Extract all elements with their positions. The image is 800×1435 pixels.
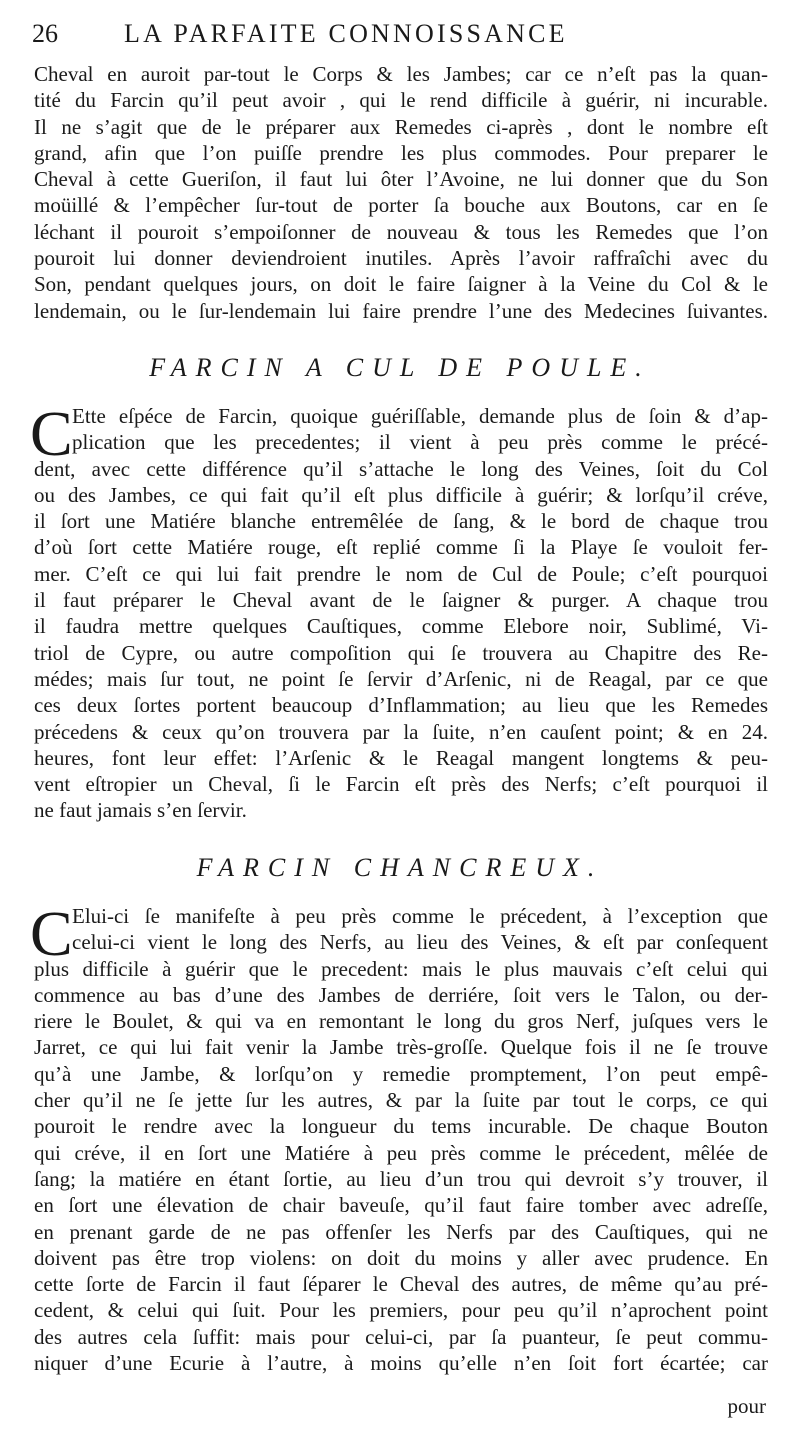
text-line: en ſort une élevation de chair baveuſe, qu’il faut faire tomber avec adreſſe,	[34, 1193, 768, 1218]
text-line: tité du Farcin qu’il peut avoir , qui le rend difficile à guérir, ni incurable.	[34, 88, 768, 113]
text-line: Elui-ci ſe manifeſte à peu près comme le précedent, à l’exception que	[72, 904, 768, 928]
section-paragraph-cul-de-poule	[34, 403, 768, 824]
text-line: ſang; la matiére en étant ſortie, au lieu d’un trou qui devroit s’y trouver, il	[34, 1166, 768, 1191]
text-line: heures, font leur effet: l’Arſenic & le Reagal mangent longtems & peu-	[34, 745, 768, 770]
section-heading-chancreux	[0, 852, 800, 884]
intro-paragraph	[34, 61, 768, 324]
catchword: pour	[727, 1394, 766, 1418]
text-line: ces deux ſortes portent beaucoup d’Inflammation; au lieu que les Remedes	[34, 693, 768, 718]
text-line: doivent pas être trop violens: on doit du moins y aller avec prudence. En	[34, 1245, 768, 1270]
text-line: dent, avec cette différence qu’il s’attache le long des Veines, ſoit du Col	[34, 456, 768, 481]
running-head	[32, 14, 760, 54]
text-line: Jarret, ce qui lui fait venir la Jambe très-groſſe. Quelque fois il ne ſe trouve	[34, 1035, 768, 1060]
text-line: précedens & ceux qu’on trouvera par la ſuite, n’en cauſent point; & en 24.	[34, 719, 768, 744]
text-line: d’où ſort cette Matiére rouge, eſt replié comme ſi la Playe ſe vouloit fer-	[34, 535, 768, 560]
text-line: Il ne s’agit que de le préparer aux Remedes ci-après , dont le nombre eſt	[34, 114, 768, 139]
text-line: qu’à une Jambe, & lorſqu’on y remedie promptement, l’on peut empê-	[34, 1061, 768, 1086]
text-line: celui-ci vient le long des Nerfs, au lieu des Veines, & eſt par conſequent	[72, 930, 768, 955]
text-line: Cheval à cette Gueriſon, il faut lui ôter l’Avoine, ne lui donner que du Son	[34, 167, 768, 192]
text-line: cette ſorte de Farcin il faut ſéparer le Cheval des autres, de même qu’au pré-	[34, 1272, 768, 1297]
drop-capital: C	[30, 398, 73, 469]
text-line: Cheval en auroit par-tout le Corps & les Jambes; car ce n’eſt pas la quan-	[34, 62, 768, 86]
section-paragraph-chancreux	[34, 903, 768, 1376]
text-line: lendemain, ou le ſur-lendemain lui faire prendre l’une des Medecines ſuivantes.	[34, 298, 768, 323]
text-line: médes; mais ſur tout, ne point ſe ſervir d’Arſenic, ni de Reagal, par ce que	[34, 666, 768, 691]
section-heading-text: FARCIN CHANCREUX.	[196, 853, 604, 882]
text-line: il faut préparer le Cheval avant de le ſaigner & purger. A chaque trou	[34, 588, 768, 613]
text-line: cher qu’il ne ſe jette ſur les autres, & par la ſuite par tout le corps, ce qui	[34, 1088, 768, 1113]
text-line: triol de Cypre, ou autre compoſition qui ſe trouvera au Chapitre des Re-	[34, 640, 768, 665]
text-line: plus difficile à guérir que le precedent: mais le plus mauvais c’eſt celui qui	[34, 956, 768, 981]
text-line: des autres cela ſuffit: mais pour celui-ci, par ſa puanteur, ſe peut commu-	[34, 1324, 768, 1349]
text-line: plication que les precedentes; il vient à peu près comme le précé-	[72, 430, 768, 455]
text-line: léchant il pouroit s’empoiſonner de nouveau & tous les Remedes que l’on	[34, 219, 768, 244]
text-line: en prenant garde de ne pas offenſer les Nerfs par des Cauſtiques, qui ne	[34, 1219, 768, 1244]
drop-capital: C	[30, 898, 73, 969]
running-title: LA PARFAITE CONNOISSANCE	[124, 19, 568, 48]
section-heading-cul-de-poule	[0, 352, 800, 384]
text-line: pouroit le rendre avec la longueur du tems incurable. De chaque Bouton	[34, 1114, 768, 1139]
text-line: riere le Boulet, & qui va en remontant le long du gros Nerf, juſques vers le	[34, 1009, 768, 1034]
text-line: il faudra mettre quelques Cauſtiques, comme Elebore noir, Sublimé, Vi-	[34, 614, 768, 639]
page-number: 26	[32, 19, 58, 48]
text-line: grand, afin que l’on puiſſe prendre les plus commodes. Pour preparer le	[34, 140, 768, 165]
text-line: mer. C’eſt ce qui lui fait prendre le nom de Cul de Poule; c’eſt pourquoi	[34, 561, 768, 586]
text-line: cedent, & celui qui ſuit. Pour les premiers, pour peu qu’il n’aprochent point	[34, 1298, 768, 1323]
text-line: ou des Jambes, ce qui fait qu’il eſt plus difficile à guérir; & lorſqu’il créve,	[34, 482, 768, 507]
section-heading-text: FARCIN A CUL DE POULE.	[149, 353, 651, 382]
text-line: vent eſtropier un Cheval, ſi le Farcin eſt près des Nerfs; c’eſt pourquoi il	[34, 772, 768, 797]
text-line: niquer d’une Ecurie à l’autre, à moins qu’elle n’en ſoit fort écartée; car	[34, 1351, 768, 1376]
text-line: Ette eſpéce de Farcin, quoique guériſſable, demande plus de ſoin & d’ap-	[72, 404, 768, 428]
text-line: Son, pendant quelques jours, on doit le faire ſaigner à la Veine du Col & le	[34, 272, 768, 297]
text-line: ne faut jamais s’en ſervir.	[34, 798, 247, 823]
text-line: qui créve, il en ſort une Matiére à peu près comme le précedent, mêlée de	[34, 1140, 768, 1165]
text-line: pouroit lui donner deviendroient inutiles. Après l’avoir raffraîchi avec du	[34, 246, 768, 271]
text-line: il ſort une Matiére blanche entremêlée de ſang, & le bord de chaque trou	[34, 509, 768, 534]
text-line: commence au bas d’une des Jambes de derriére, ſoit vers le Talon, ou der-	[34, 982, 768, 1007]
text-line: moüillé & l’empêcher ſur-tout de porter ſa bouche aux Boutons, car en ſe	[34, 193, 768, 218]
